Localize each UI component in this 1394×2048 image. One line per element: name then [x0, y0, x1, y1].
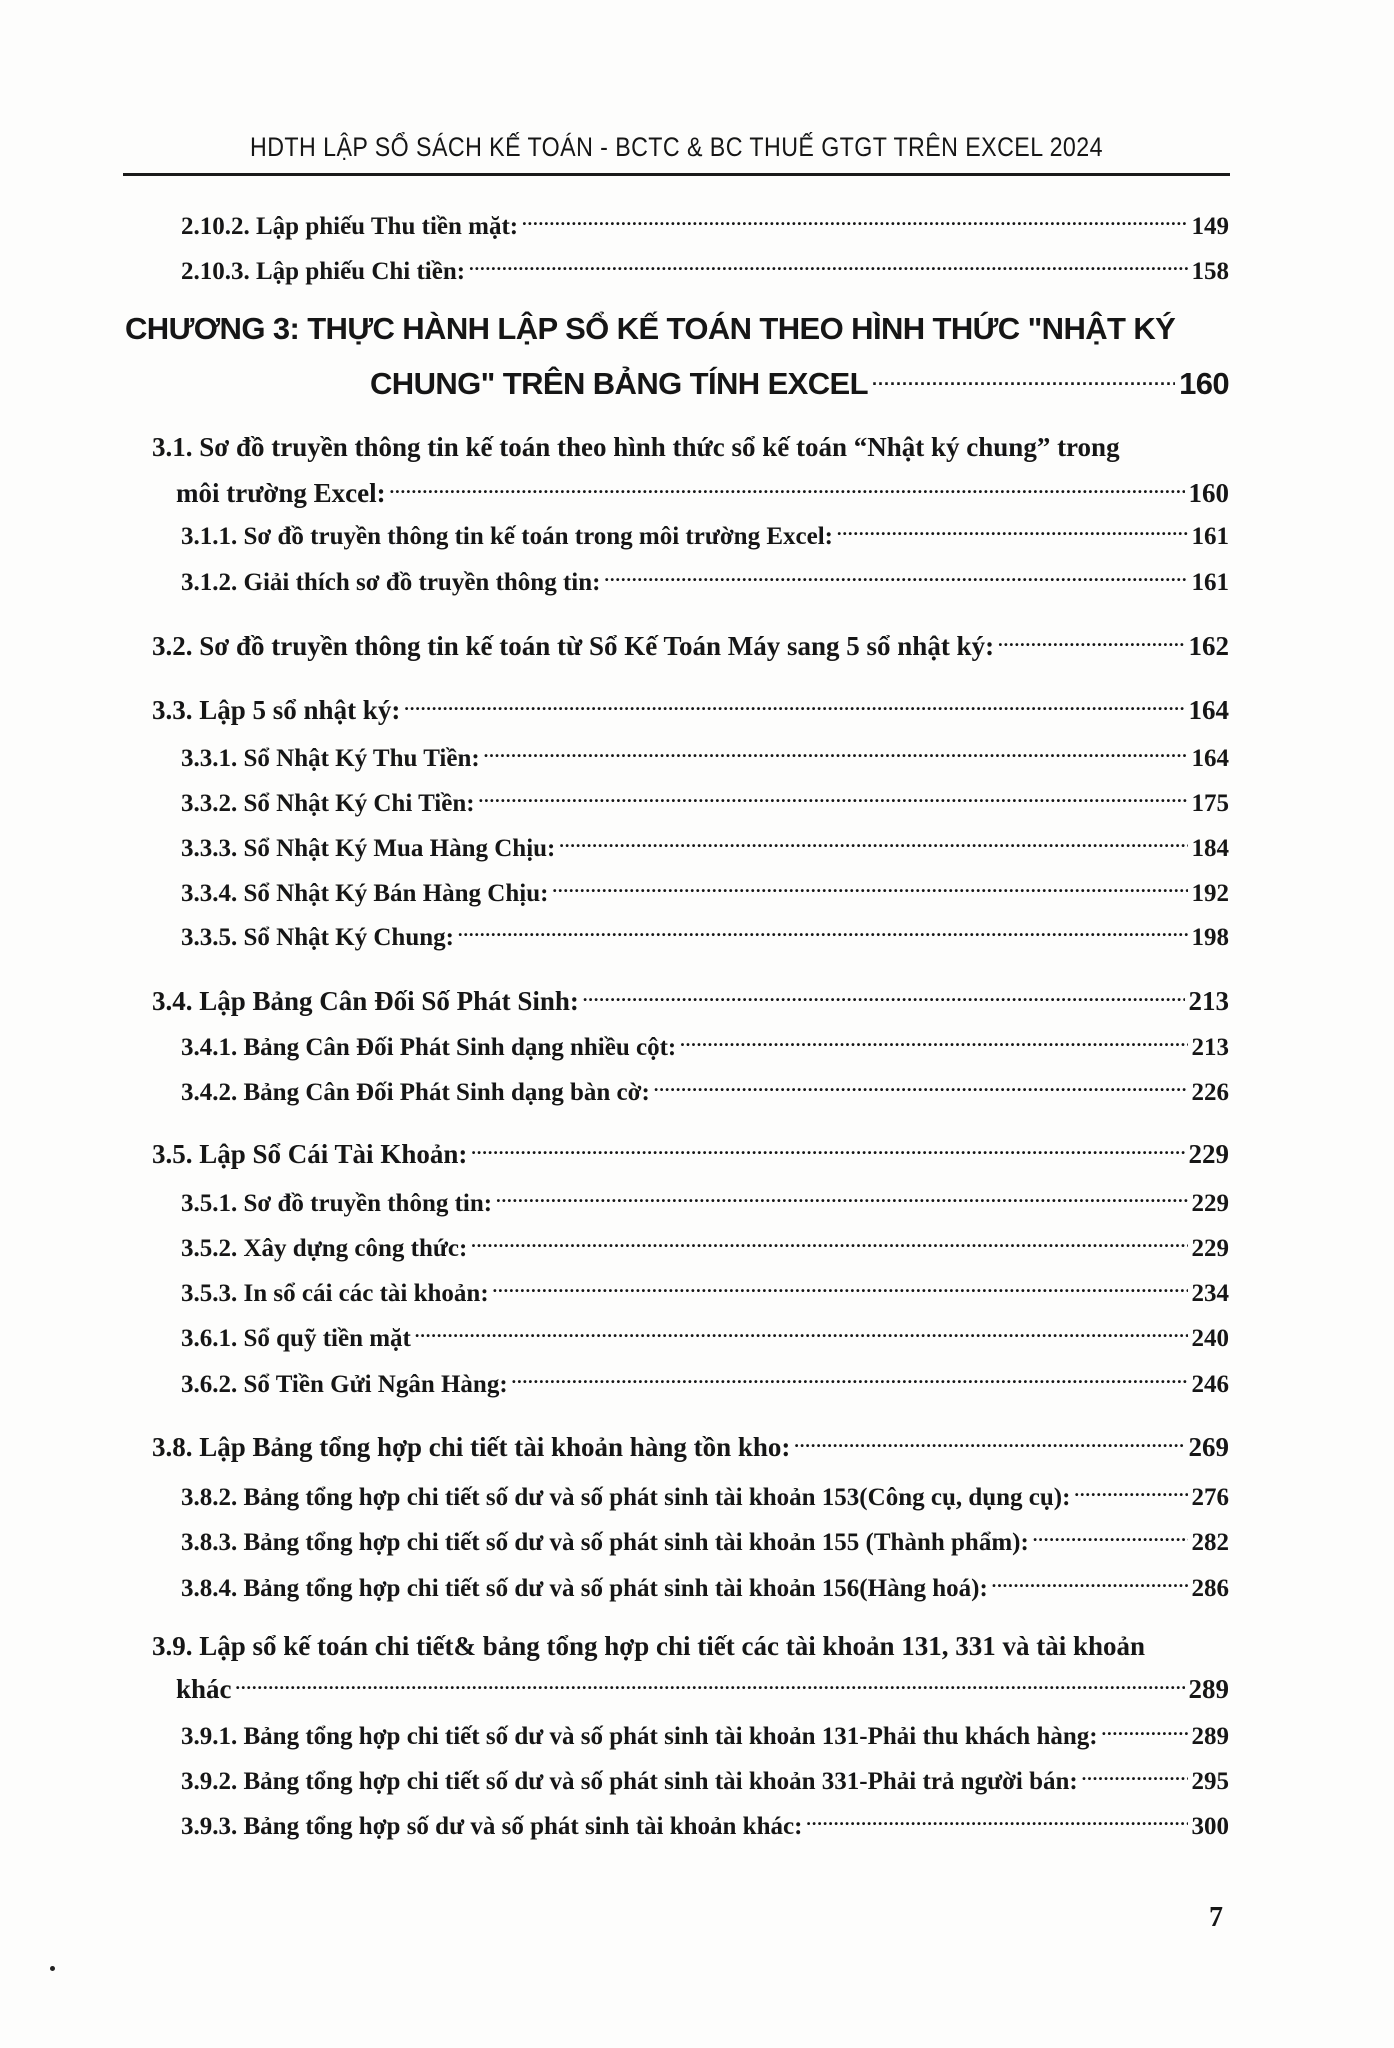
toc-entry-title: môi trường Excel:: [176, 478, 386, 508]
toc-entry[interactable]: [181, 732, 1229, 772]
toc-entry-page: 289: [1188, 1674, 1229, 1704]
toc-entry-title: 3.3. Lập 5 sổ nhật ký:: [152, 695, 401, 725]
dot-leader: [1074, 1471, 1187, 1505]
toc-entry[interactable]: [181, 1358, 1229, 1398]
dot-leader: [1082, 1755, 1188, 1789]
toc-entry-page: 276: [1191, 1484, 1229, 1511]
toc-entry[interactable]: [181, 510, 1229, 550]
toc-entry[interactable]: [181, 911, 1229, 951]
dot-leader: [1033, 1516, 1188, 1550]
toc-entry[interactable]: [176, 1664, 1229, 1704]
dot-leader: [552, 867, 1187, 901]
toc-entry-page: 160: [1188, 478, 1229, 508]
toc-entry-page: 246: [1191, 1371, 1229, 1398]
dot-leader: [654, 1066, 1188, 1100]
toc-entry-page: 164: [1188, 695, 1229, 725]
toc-entry-title: 2.10.3. Lập phiếu Chi tiền:: [181, 258, 466, 285]
toc-entry-page: 160: [1179, 366, 1229, 401]
toc-entry-title: 3.2. Sơ đồ truyền thông tin kế toán từ Sổ Kế Toán Máy sang 5 sổ nhật ký:: [152, 631, 995, 661]
toc-entry-title: CHUNG" TRÊN BẢNG TÍNH EXCEL: [370, 366, 868, 401]
toc-entry[interactable]: [181, 1021, 1229, 1061]
dot-leader: [484, 732, 1188, 766]
toc-entry-page: 161: [1191, 569, 1229, 596]
toc-entry-title: 3.8.3. Bảng tổng hợp chi tiết số dư và số phát sinh tài khoản 155 (Thành phẩm):: [181, 1529, 1029, 1556]
toc-entry[interactable]: [181, 245, 1229, 285]
toc-entry-title: 3.8.4. Bảng tổng hợp chi tiết số dư và số phát sinh tài khoản 156(Hàng hoá):: [181, 1575, 988, 1602]
toc-entry[interactable]: [181, 1562, 1229, 1602]
toc-entry[interactable]: [152, 621, 1229, 661]
toc-entry-page: 213: [1188, 986, 1229, 1016]
dot-leader: [471, 1129, 1184, 1163]
toc-entry-title: 3.3.2. Sổ Nhật Ký Chi Tiền:: [181, 790, 475, 817]
dot-leader: [522, 200, 1187, 234]
dot-leader: [794, 1422, 1184, 1456]
toc-entry-page: 229: [1191, 1190, 1229, 1217]
toc-entry-title: 3.5.2. Xây dựng công thức:: [181, 1235, 468, 1262]
toc-entry-title: 3.3.1. Sổ Nhật Ký Thu Tiền:: [181, 745, 480, 772]
header-rule: [123, 173, 1230, 176]
toc-entry[interactable]: [181, 1755, 1229, 1795]
dot-leader: [998, 621, 1184, 655]
dot-leader: [604, 556, 1187, 590]
toc-entry-title: 3.9.3. Bảng tổng hợp số dư và số phát sinh tài khoản khác:: [181, 1813, 803, 1840]
toc-entry-title: 3.9.1. Bảng tổng hợp chi tiết số dư và số phát sinh tài khoản 131-Phải thu khách hàng:: [181, 1723, 1098, 1750]
toc-entry-first-line: 3.9. Lập sổ kế toán chi tiết& bảng tổng hợp chi tiết các tài khoản 131, 331 và tài khoản: [152, 1631, 1146, 1661]
dot-leader: [806, 1800, 1187, 1834]
toc-entry[interactable]: [181, 1222, 1229, 1262]
toc-entry-title: 3.3.4. Sổ Nhật Ký Bán Hàng Chịu:: [181, 880, 549, 907]
scan-speck: [50, 1966, 55, 1971]
toc-entry-page: 192: [1191, 880, 1229, 907]
toc-entry[interactable]: [181, 200, 1229, 240]
toc-entry-page: 229: [1188, 1139, 1229, 1169]
dot-leader: [992, 1562, 1188, 1596]
toc-entry[interactable]: [181, 1516, 1229, 1556]
toc-entry[interactable]: [181, 1710, 1229, 1750]
dot-leader: [479, 777, 1188, 811]
toc-entry[interactable]: [181, 822, 1229, 862]
running-header: HDTH LẬP SỔ SÁCH KẾ TOÁN - BCTC & BC THUẾ GTGT TRÊN EXCEL 2024: [250, 132, 1103, 162]
dot-leader: [559, 822, 1187, 856]
toc-entry[interactable]: [181, 1066, 1229, 1106]
toc-entry[interactable]: [181, 1267, 1229, 1307]
toc-entry-title: 3.4.1. Bảng Cân Đối Phát Sinh dạng nhiều cột:: [181, 1034, 677, 1061]
toc-entry-title: khác: [176, 1674, 232, 1704]
toc-entry-title: 3.3.3. Sổ Nhật Ký Mua Hàng Chịu:: [181, 835, 556, 862]
toc-entry-page: 295: [1191, 1768, 1229, 1795]
dot-leader: [390, 468, 1185, 502]
toc-entry-page: 289: [1191, 1723, 1229, 1750]
toc-entry-title: 2.10.2. Lập phiếu Thu tiền mặt:: [181, 213, 519, 240]
dot-leader: [496, 1177, 1187, 1211]
dot-leader: [680, 1021, 1187, 1055]
toc-entry-page: 149: [1191, 213, 1229, 240]
page-number: 7: [1209, 1902, 1223, 1933]
toc-entry[interactable]: [176, 468, 1229, 508]
toc-entry-page: 226: [1191, 1079, 1229, 1106]
dot-leader: [837, 510, 1188, 544]
dot-leader: [469, 245, 1187, 279]
toc-entry-title: 3.1.1. Sơ đồ truyền thông tin kế toán trong môi trường Excel:: [181, 523, 833, 550]
dot-leader: [236, 1664, 1185, 1698]
toc-entry-page: 240: [1191, 1325, 1229, 1352]
toc-entry[interactable]: [181, 1800, 1229, 1840]
toc-entry[interactable]: [181, 556, 1229, 596]
toc-entry-title: 3.6.1. Sổ quỹ tiền mặt: [181, 1325, 411, 1352]
toc-entry[interactable]: [152, 976, 1229, 1016]
toc-entry-page: 286: [1191, 1575, 1229, 1602]
toc-entry[interactable]: [181, 1312, 1229, 1352]
toc-entry[interactable]: [181, 1471, 1229, 1511]
toc-entry-title: 3.9.2. Bảng tổng hợp chi tiết số dư và số phát sinh tài khoản 331-Phải trả người bán:: [181, 1768, 1078, 1795]
toc-entry-page: 229: [1191, 1235, 1229, 1262]
toc-entry-page: 158: [1191, 258, 1229, 285]
toc-entry[interactable]: [152, 1129, 1229, 1169]
toc-entry-page: 184: [1191, 835, 1229, 862]
toc-entry[interactable]: [181, 777, 1229, 817]
toc-entry-page: 213: [1191, 1034, 1229, 1061]
dot-leader: [415, 1312, 1188, 1346]
dot-leader: [493, 1267, 1188, 1301]
toc-entry-title: 3.4. Lập Bảng Cân Đối Số Phát Sinh:: [152, 986, 579, 1016]
toc-entry-page: 234: [1191, 1280, 1229, 1307]
toc-entry-page: 282: [1191, 1529, 1229, 1556]
toc-entry-page: 162: [1188, 631, 1229, 661]
dot-leader: [471, 1222, 1187, 1256]
toc-entry[interactable]: [181, 867, 1229, 907]
toc-entry-page: 198: [1191, 924, 1229, 951]
toc-entry-page: 300: [1191, 1813, 1229, 1840]
toc-entry-title: 3.5.1. Sơ đồ truyền thông tin:: [181, 1190, 493, 1217]
toc-entry-page: 161: [1191, 523, 1229, 550]
toc-entry-first-line: 3.1. Sơ đồ truyền thông tin kế toán theo hình thức sổ kế toán “Nhật ký chung” trong: [152, 432, 1120, 462]
dot-leader: [458, 911, 1188, 945]
toc-entry-title: 3.5. Lập Sổ Cái Tài Khoản:: [152, 1139, 468, 1169]
toc-entry-title: 3.8. Lập Bảng tổng hợp chi tiết tài khoản hàng tồn kho:: [152, 1432, 791, 1462]
dot-leader: [512, 1358, 1188, 1392]
toc-entry-page: 175: [1191, 790, 1229, 817]
toc-entry-title: 3.5.3. In sổ cái các tài khoản:: [181, 1280, 489, 1307]
toc-entry-title: 3.8.2. Bảng tổng hợp chi tiết số dư và số phát sinh tài khoản 153(Công cụ, dụng cụ):: [181, 1484, 1071, 1511]
toc-entry[interactable]: [152, 685, 1229, 725]
toc-entry-title: 3.3.5. Sổ Nhật Ký Chung:: [181, 924, 454, 951]
dot-leader: [1102, 1710, 1188, 1744]
toc-entry-title: 3.4.2. Bảng Cân Đối Phát Sinh dạng bàn cờ:: [181, 1079, 650, 1106]
toc-entry-page: 269: [1188, 1432, 1229, 1462]
toc-entry[interactable]: [181, 1177, 1229, 1217]
toc-chapter-entry[interactable]: [370, 354, 1229, 401]
toc-entry-first-line: CHƯƠNG 3: THỰC HÀNH LẬP SỔ KẾ TOÁN THEO HÌNH THỨC "NHẬT KÝ: [125, 311, 1176, 346]
toc-entry-page: 164: [1191, 745, 1229, 772]
toc-entry-title: 3.1.2. Giải thích sơ đồ truyền thông tin:: [181, 569, 601, 596]
dot-leader: [583, 976, 1185, 1010]
dot-leader: [404, 685, 1184, 719]
toc-entry[interactable]: [152, 1422, 1229, 1462]
toc-entry-title: 3.6.2. Sổ Tiền Gửi Ngân Hàng:: [181, 1371, 508, 1398]
dot-leader: [872, 354, 1175, 394]
